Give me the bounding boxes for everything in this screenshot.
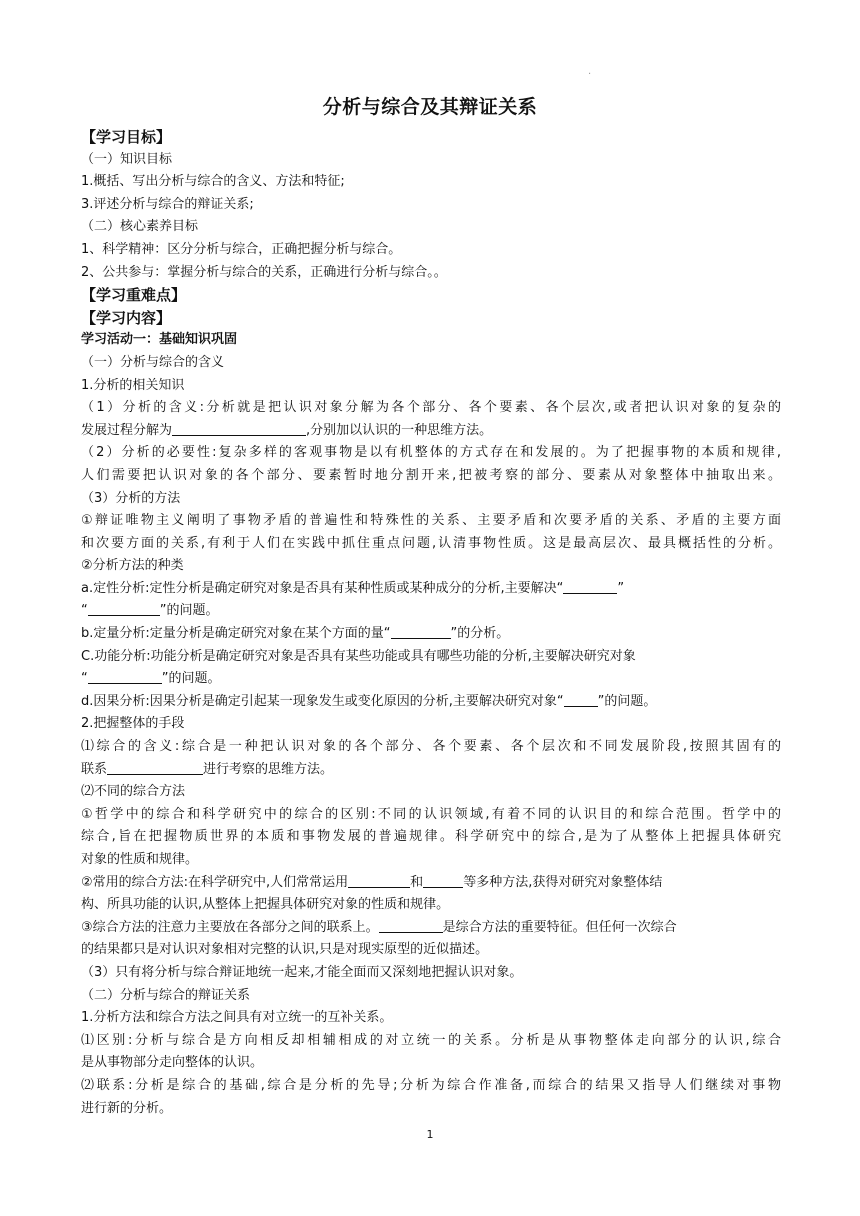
text-line: 对象的性质和规律。	[81, 852, 199, 867]
text-line: 的结果都只是对认识对象相对完整的认识,只是对现实原型的近似描述。	[81, 942, 489, 958]
text-line: 人们需要把认识对象的各个部分、要素暂时地分割开来,把被考察的部分、要素从对象整体中抽取出来。	[81, 467, 781, 483]
text-segment: ”的分析。	[450, 626, 510, 642]
text-line	[81, 600, 781, 623]
blank-line	[348, 873, 410, 888]
text-line: ①辩证唯物主义阐明了事物矛盾的普遍性和特殊性的关系、主要矛盾和次要矛盾的关系、矛盾的主要方面	[81, 513, 781, 529]
text-segment: 进行考察的思维方法。	[203, 761, 334, 777]
blank-line	[563, 579, 617, 594]
text-line: （1）分析的含义:分析就是把认识对象分解为各个部分、各个要素、各个层次,或者把认识对象的复杂的	[81, 400, 781, 416]
text-line: （一）知识目标	[81, 151, 173, 167]
text-line: 2.把握整体的手段	[81, 716, 185, 732]
text-line: （2）分析的必要性:复杂多样的客观事物是以有机整体的方式存在和发展的。为了把握事物的本质和规律,	[81, 445, 781, 461]
text-segment: 联系	[81, 761, 108, 777]
text-line: （一）分析与综合的含义	[81, 354, 225, 370]
text-segment: ”的问题。	[597, 693, 657, 709]
blank-line	[88, 669, 162, 684]
section-heading-key-points: 【学习重难点】	[81, 286, 187, 305]
document-body	[81, 126, 781, 1120]
text-segment: ”	[617, 580, 625, 596]
text-segment: 和	[410, 874, 424, 890]
text-line: （3）分析的方法	[81, 490, 181, 506]
text-line	[81, 872, 781, 895]
text-line	[81, 668, 781, 691]
text-segment: a.定性分析:定性分析是确定研究对象是否具有某种性质或某种成分的分析,主要解决“	[81, 580, 564, 596]
text-segment: 等多种方法,获得对研究对象整体结	[463, 874, 663, 890]
blank-line	[107, 760, 203, 775]
text-segment: 是综合方法的重要特征。但任何一次综合	[442, 919, 677, 935]
text-line	[81, 623, 781, 646]
text-line	[81, 578, 781, 601]
text-segment: b.定量分析:定量分析是确定研究对象在某个方面的量“	[81, 626, 391, 642]
text-line: ②分析方法的种类	[81, 558, 184, 574]
text-segment: ②常用的综合方法:在科学研究中,人们常常运用	[81, 874, 349, 890]
blank-line	[172, 421, 306, 436]
text-line	[81, 917, 781, 940]
text-segment: ”的问题。	[161, 671, 221, 687]
text-line: 1、科学精神：区分分析与综合，正确把握分析与综合。	[81, 241, 402, 257]
text-line	[81, 691, 781, 714]
text-line: （二）核心素养目标	[81, 219, 199, 235]
text-line: ⑴区别:分析与综合是方向相反却相辅相成的对立统一的关系。分析是从事物整体走向部分的认识,综合	[81, 1032, 781, 1048]
page-title: 分析与综合及其辩证关系	[322, 96, 538, 118]
text-line: 综合,旨在把握物质世界的本质和事物发展的普遍规律。科学研究中的综合,是为了从整体上把握具体研究	[81, 829, 781, 845]
text-line: 1.分析的相关知识	[81, 377, 185, 393]
text-line: ①哲学中的综合和科学研究中的综合的区别:不同的认识领域,有着不同的认识目的和综合范围。哲学中的	[81, 806, 781, 822]
text-line: C.功能分析:功能分析是确定研究对象是否具有某些功能或具有哪些功能的分析,主要解决研究对象	[81, 648, 636, 664]
text-line: 2、公共参与：掌握分析与综合的关系，正确进行分析与综合。。	[81, 264, 447, 280]
text-line: ⑴综合的含义:综合是一种把认识对象的各个部分、各个要素、各个层次和不同发展阶段,按照其固有的	[81, 739, 781, 755]
blank-line	[88, 601, 160, 616]
text-line: 进行新的分析。	[81, 1100, 173, 1116]
text-line: 和次要方面的关系,有利于人们在实践中抓住重点问题,认清事物性质。这是最高层次、最具概括性的分析。	[81, 535, 781, 551]
section-heading-goals: 【学习目标】	[81, 128, 172, 146]
text-line: （3）只有将分析与综合辩证地统一起来,才能全面而又深刻地把握认识对象。	[81, 964, 523, 980]
text-segment: “	[81, 671, 88, 687]
text-segment: ,分别加以认识的一种思维方法。	[306, 422, 493, 438]
text-line	[81, 759, 781, 782]
blank-line	[564, 692, 598, 707]
text-line: （二）分析与综合的辩证关系	[81, 987, 251, 1003]
text-line: ⑵不同的综合方法	[81, 784, 186, 800]
text-line: 3.评述分析与综合的辩证关系;	[81, 196, 254, 212]
text-line: ⑵联系:分析是综合的基础,综合是分析的先导;分析为综合作准备,而综合的结果又指导人们继续对事物	[81, 1077, 781, 1093]
text-segment: ”的问题。	[159, 603, 219, 619]
blank-line	[379, 918, 443, 933]
header-dot: .	[588, 66, 592, 77]
text-line	[81, 420, 781, 443]
blank-line	[423, 873, 463, 888]
blank-line	[391, 624, 451, 639]
text-segment: d.因果分析:因果分析是确定引起某一现象发生或变化原因的分析,主要解决研究对象“	[81, 693, 564, 709]
text-line: 是从事物部分走向整体的认识。	[81, 1055, 264, 1071]
section-heading-content: 【学习内容】	[81, 308, 172, 327]
page-number: 1	[426, 1128, 434, 1141]
text-segment: 发展过程分解为	[81, 422, 173, 438]
text-segment: ③综合方法的注意力主要放在各部分之间的联系上。	[81, 919, 379, 935]
text-line: 构、所具功能的认识,从整体上把握具体研究对象的性质和规律。	[81, 897, 450, 913]
activity-heading: 学习活动一：基础知识巩固	[81, 332, 238, 348]
text-line: 1.概括、写出分析与综合的含义、方法和特征;	[81, 174, 345, 190]
text-line: 1.分析方法和综合方法之间具有对立统一的互补关系。	[81, 1010, 393, 1026]
text-segment: “	[81, 603, 88, 619]
